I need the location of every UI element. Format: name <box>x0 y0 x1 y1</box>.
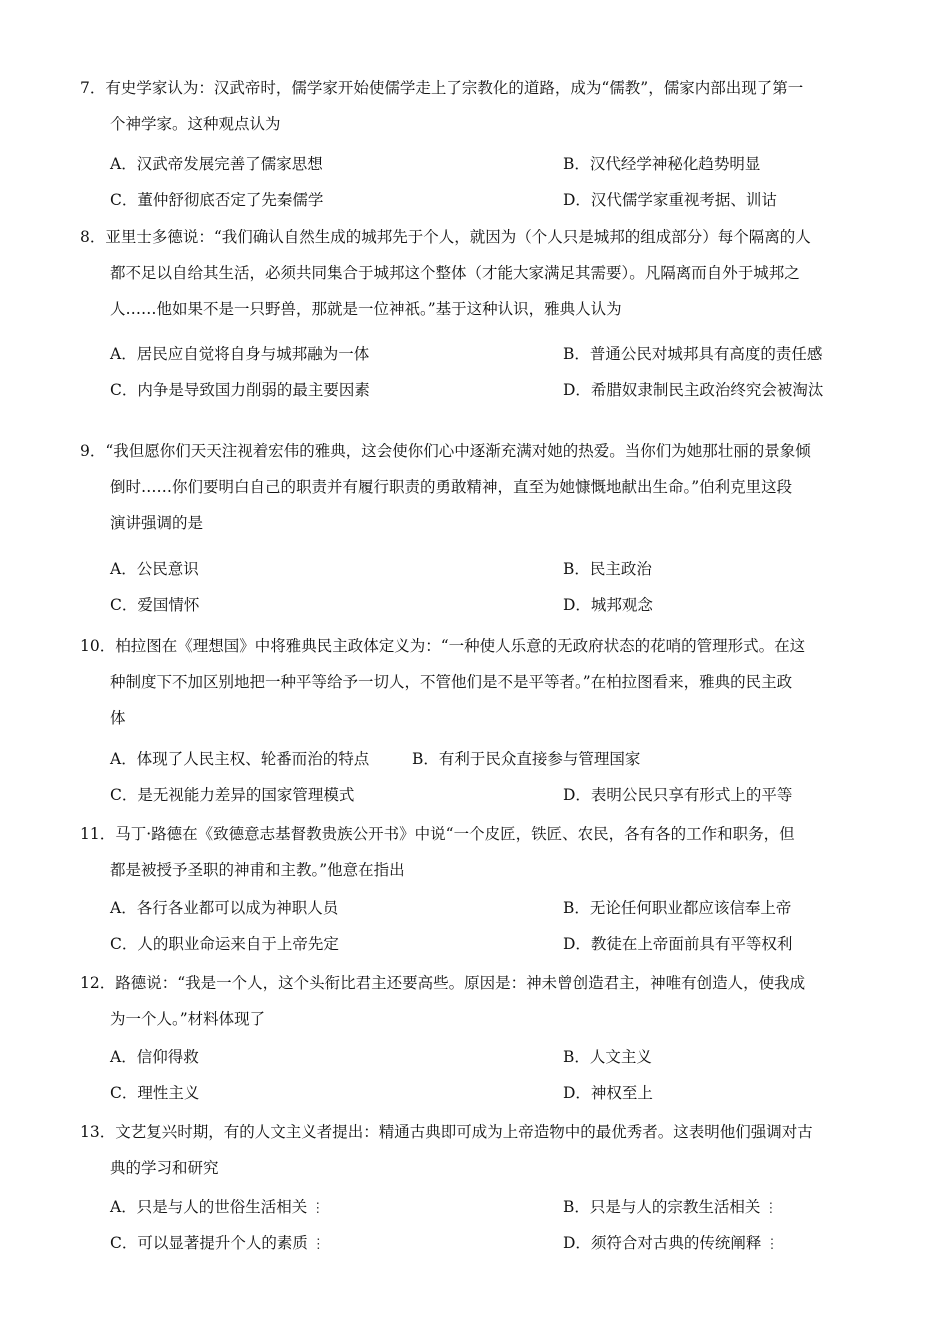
option-d[interactable] <box>563 1232 778 1256</box>
option-d[interactable]: D．汉代儒学家重视考据、训诂 <box>563 191 777 209</box>
option-a[interactable]: A．信仰得救 <box>110 1048 199 1066</box>
option-b[interactable]: B．汉代经学神秘化趋势明显 <box>563 155 761 173</box>
option-c[interactable]: C．爱国情怀 <box>110 596 200 614</box>
option-a[interactable]: A．公民意识 <box>110 560 199 578</box>
option-d[interactable]: D．表明公民只享有形式上的平等 <box>563 786 793 804</box>
option-d[interactable]: D．城邦观念 <box>563 596 653 614</box>
option-c[interactable]: C．理性主义 <box>110 1084 200 1102</box>
option-c[interactable]: C．是无视能力差异的国家管理模式 <box>110 786 355 804</box>
option-b[interactable]: B．普通公民对城邦具有高度的责任感 <box>563 345 823 363</box>
question-stem <box>80 628 880 736</box>
stem-line: 为一个人。”材料体现了 <box>110 1010 266 1028</box>
stem-line: 个神学家。这种观点认为 <box>110 115 281 133</box>
dotted-mark-icon: ⋮ <box>311 1201 325 1216</box>
question-stem <box>80 433 880 541</box>
question-stem <box>80 1114 880 1186</box>
question-stem <box>80 816 880 888</box>
stem-line: 体 <box>110 709 126 727</box>
option-c[interactable]: C．董仲舒彻底否定了先秦儒学 <box>110 191 324 209</box>
question-stem <box>80 70 880 142</box>
option-d[interactable]: D．神权至上 <box>563 1084 653 1102</box>
stem-line: 13．文艺复兴时期，有的人文主义者提出：精通古典即可成为上帝造物中的最优秀者。这表明他们强调对古 <box>80 1123 813 1141</box>
stem-line: 7．有史学家认为：汉武帝时，儒学家开始使儒学走上了宗教化的道路，成为“儒教”，儒家内部出现了第一 <box>80 79 804 97</box>
stem-line: 典的学习和研究 <box>110 1159 219 1177</box>
option-a[interactable]: A．体现了人民主权、轮番而治的特点 <box>110 750 370 768</box>
option-d[interactable]: D．教徒在上帝面前具有平等权利 <box>563 935 793 953</box>
option-text: A．只是与人的世俗生活相关 <box>110 1198 308 1216</box>
stem-line: 演讲强调的是 <box>110 514 204 532</box>
option-c[interactable] <box>110 1232 325 1256</box>
question-stem <box>80 219 880 327</box>
question-stem <box>80 965 880 1037</box>
option-b[interactable]: B．人文主义 <box>563 1048 652 1066</box>
option-text: D．须符合对古典的传统阐释 <box>563 1234 762 1252</box>
option-b[interactable] <box>563 1196 777 1220</box>
option-c[interactable]: C．内争是导致国力削弱的最主要因素 <box>110 381 370 399</box>
stem-line: 8．亚里士多德说：“我们确认自然生成的城邦先于个人，就因为（个人只是城邦的组成部分）每个隔离的人 <box>80 228 811 246</box>
dotted-mark-icon: ⋮ <box>764 1201 778 1216</box>
option-a[interactable]: A．居民应自觉将自身与城邦融为一体 <box>110 345 370 363</box>
stem-line: 人……他如果不是一只野兽，那就是一位神祇。”基于这种认识，雅典人认为 <box>110 300 622 318</box>
option-text: B．只是与人的宗教生活相关 <box>563 1198 761 1216</box>
option-b[interactable]: B．民主政治 <box>563 560 652 578</box>
option-a[interactable] <box>110 1196 324 1220</box>
stem-line: 种制度下不加区别地把一种平等给予一切人，不管他们是不是平等者。”在柏拉图看来，雅典的民主政 <box>110 673 793 691</box>
stem-line: 12．路德说：“我是一个人，这个头衔比君主还要高些。原因是：神未曾创造君主，神唯有创造人，使我成 <box>80 974 806 992</box>
stem-line: 倒时……你们要明白自己的职责并有履行职责的勇敢精神，直至为她慷慨地献出生命。”伯利克里这段 <box>110 478 793 496</box>
option-b[interactable]: B．无论任何职业都应该信奉上帝 <box>563 899 792 917</box>
option-c[interactable]: C．人的职业命运来自于上帝先定 <box>110 935 339 953</box>
option-text: C．可以显著提升个人的素质 <box>110 1234 308 1252</box>
stem-line: 10．柏拉图在《理想国》中将雅典民主政体定义为：“一种使人乐意的无政府状态的花哨的管理形式。在这 <box>80 637 806 655</box>
option-a[interactable]: A．各行各业都可以成为神职人员 <box>110 899 339 917</box>
stem-line: 11．马丁·路德在《致德意志基督教贵族公开书》中说“一个皮匠，铁匠、农民，各有各的工作和职务，但 <box>80 825 795 843</box>
stem-line: 都不足以自给其生活，必须共同集合于城邦这个整体（才能大家满足其需要）。凡隔离而自外于城邦之 <box>110 264 800 282</box>
dotted-mark-icon: ⋮ <box>765 1237 779 1252</box>
dotted-mark-icon: ⋮ <box>311 1237 325 1252</box>
stem-line: 都是被授予圣职的神甫和主教。”他意在指出 <box>110 861 405 879</box>
stem-line: 9．“我但愿你们天天注视着宏伟的雅典，这会使你们心中逐渐充满对她的热爱。当你们为她那壮丽的景象倾 <box>80 442 811 460</box>
option-a[interactable]: A．汉武帝发展完善了儒家思想 <box>110 155 323 173</box>
option-d[interactable]: D．希腊奴隶制民主政治终究会被淘汰 <box>563 381 824 399</box>
option-b[interactable]: B．有利于民众直接参与管理国家 <box>412 750 641 768</box>
